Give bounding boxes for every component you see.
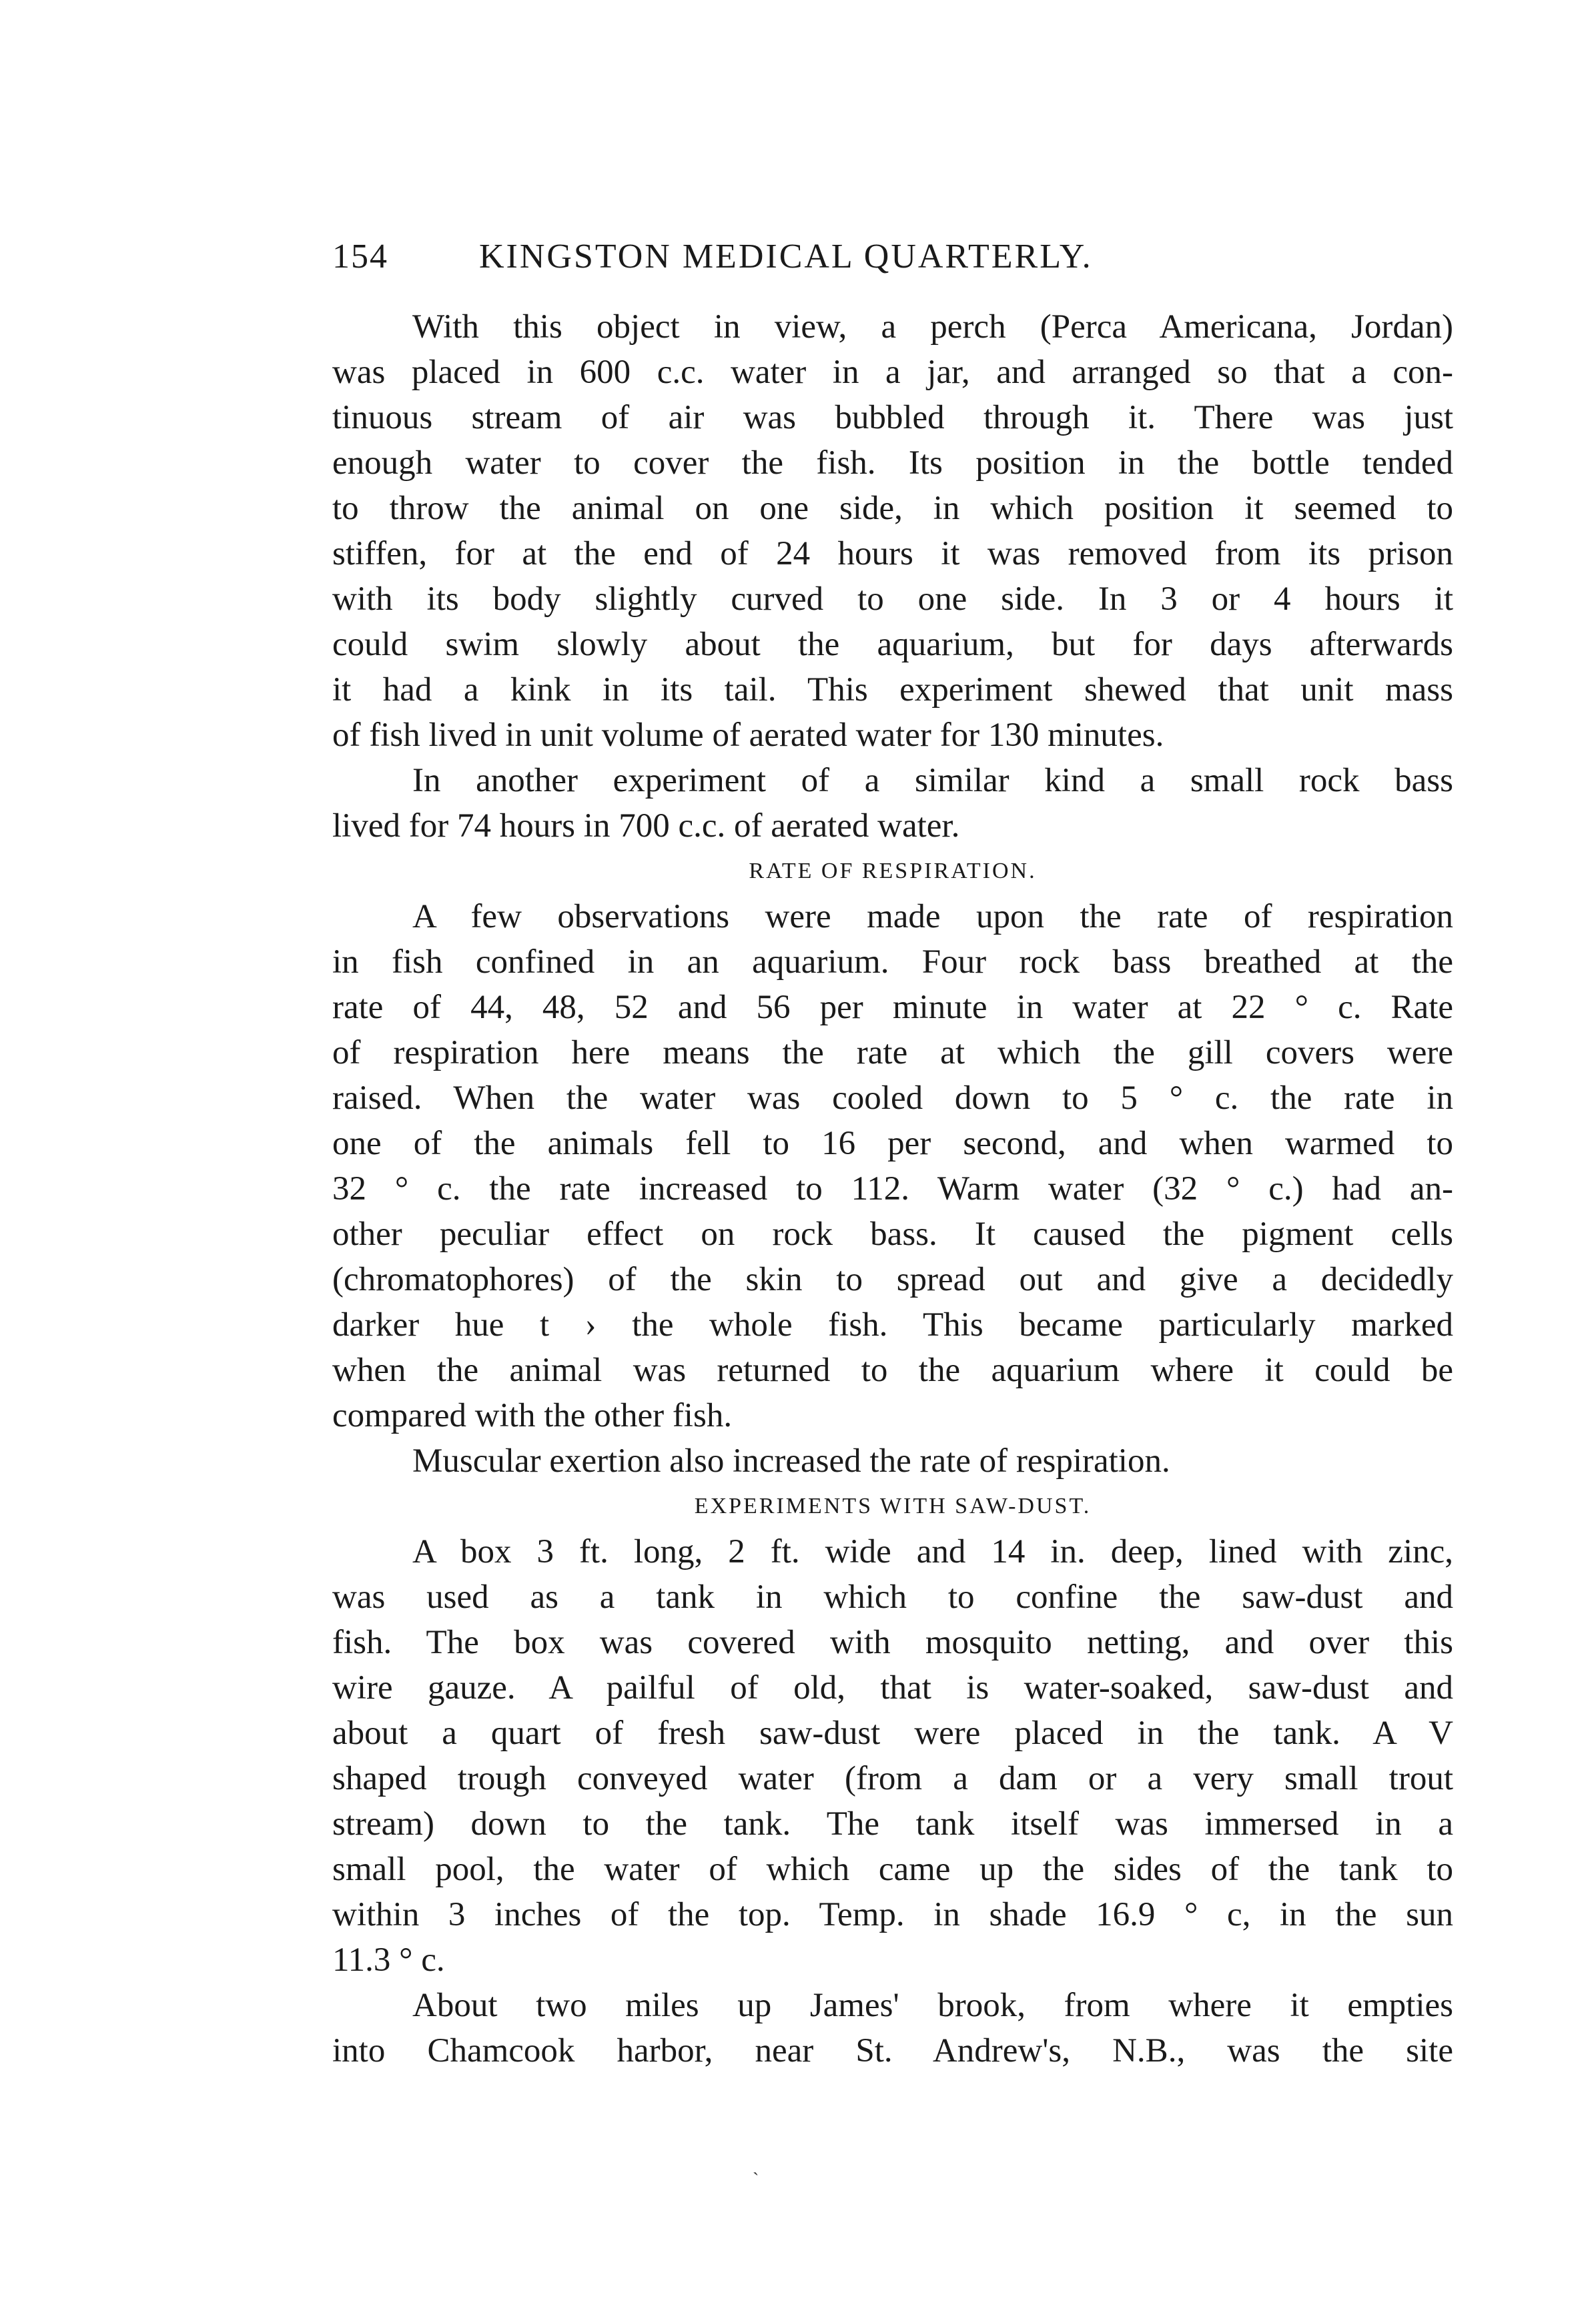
text-line: 32 ° c. the rate increased to 112. Warm water (32 ° c.) had an- — [332, 1170, 1453, 1208]
text-line: in fish confined in an aquarium. Four rock bass breathed at the — [332, 943, 1453, 981]
text-line: lived for 74 hours in 700 c.c. of aerated water. — [332, 807, 960, 845]
text-line: wire gauze. A pailful of old, that is water-soaked, saw-dust and — [332, 1669, 1453, 1707]
text-line: with its body slightly curved to one side. In 3 or 4 hours it — [332, 580, 1453, 618]
running-head — [332, 237, 1453, 290]
text-line: With this object in view, a perch (Perca Americana, Jordan) — [412, 308, 1453, 346]
text-line: (chromatophores) of the skin to spread out and give a decidedly — [332, 1261, 1453, 1298]
text-line: In another experiment of a similar kind a small rock bass — [412, 762, 1453, 799]
text-line: to throw the animal on one side, in which position it seemed to — [332, 490, 1453, 527]
text-line: rate of 44, 48, 52 and 56 per minute in water at 22 ° c. Rate — [332, 989, 1453, 1026]
text-line: within 3 inches of the top. Temp. in shade 16.9 ° c, in the sun — [332, 1896, 1453, 1933]
journal-title: KINGSTON MEDICAL QUARTERLY. — [479, 238, 1093, 276]
text-line: compared with the other fish. — [332, 1397, 733, 1434]
body-text — [332, 304, 1453, 2073]
text-line: stream) down to the tank. The tank itself was immersed in a — [332, 1805, 1453, 1843]
text-line: About two miles up James' brook, from where it empties — [412, 1987, 1453, 2024]
text-line: small pool, the water of which came up the sides of the tank to — [332, 1851, 1453, 1888]
text-line: of fish lived in unit volume of aerated water for 130 minutes. — [332, 717, 1164, 754]
text-line: A box 3 ft. long, 2 ft. wide and 14 in. deep, lined with zinc, — [412, 1533, 1453, 1570]
section-heading-experiments-with-saw-dust: EXPERIMENTS WITH SAW-DUST. — [694, 1494, 1092, 1518]
text-line: about a quart of fresh saw-dust were placed in the tank. A V — [332, 1715, 1453, 1752]
section-heading-rate-of-respiration: RATE OF RESPIRATION. — [749, 859, 1037, 883]
text-line: other peculiar effect on rock bass. It caused the pigment cells — [332, 1216, 1453, 1253]
text-line: it had a kink in its tail. This experiment shewed that unit mass — [332, 671, 1453, 709]
text-line: fish. The box was covered with mosquito netting, and over this — [332, 1624, 1453, 1661]
page-number: 154 — [332, 238, 388, 276]
text-line: was used as a tank in which to confine the saw-dust and — [332, 1578, 1453, 1616]
text-line: could swim slowly about the aquarium, but for days afterwards — [332, 626, 1453, 663]
text-line: 11.3 ° c. — [332, 1941, 445, 1979]
text-line: when the animal was returned to the aquarium where it could be — [332, 1352, 1453, 1389]
text-line: of respiration here means the rate at which the gill covers were — [332, 1034, 1453, 1071]
text-line: Muscular exertion also increased the rate of respiration. — [412, 1442, 1170, 1480]
text-line: raised. When the water was cooled down to 5 ° c. the rate in — [332, 1079, 1453, 1117]
text-line: was placed in 600 c.c. water in a jar, and arranged so that a con- — [332, 354, 1453, 391]
text-line: into Chamcook harbor, near St. Andrew's, N.B., was the site — [332, 2032, 1453, 2069]
stray-ink-mark: ` — [753, 2170, 759, 2190]
text-line: enough water to cover the fish. Its position in the bottle tended — [332, 444, 1453, 482]
text-line: A few observations were made upon the rate of respiration — [412, 898, 1453, 935]
text-line: one of the animals fell to 16 per second, and when warmed to — [332, 1125, 1453, 1162]
text-line: tinuous stream of air was bubbled through it. There was just — [332, 399, 1453, 436]
text-line: shaped trough conveyed water (from a dam or a very small trout — [332, 1760, 1453, 1797]
text-line: darker hue t › the whole fish. This became particularly marked — [332, 1306, 1453, 1344]
text-line: stiffen, for at the end of 24 hours it was removed from its prison — [332, 535, 1453, 572]
